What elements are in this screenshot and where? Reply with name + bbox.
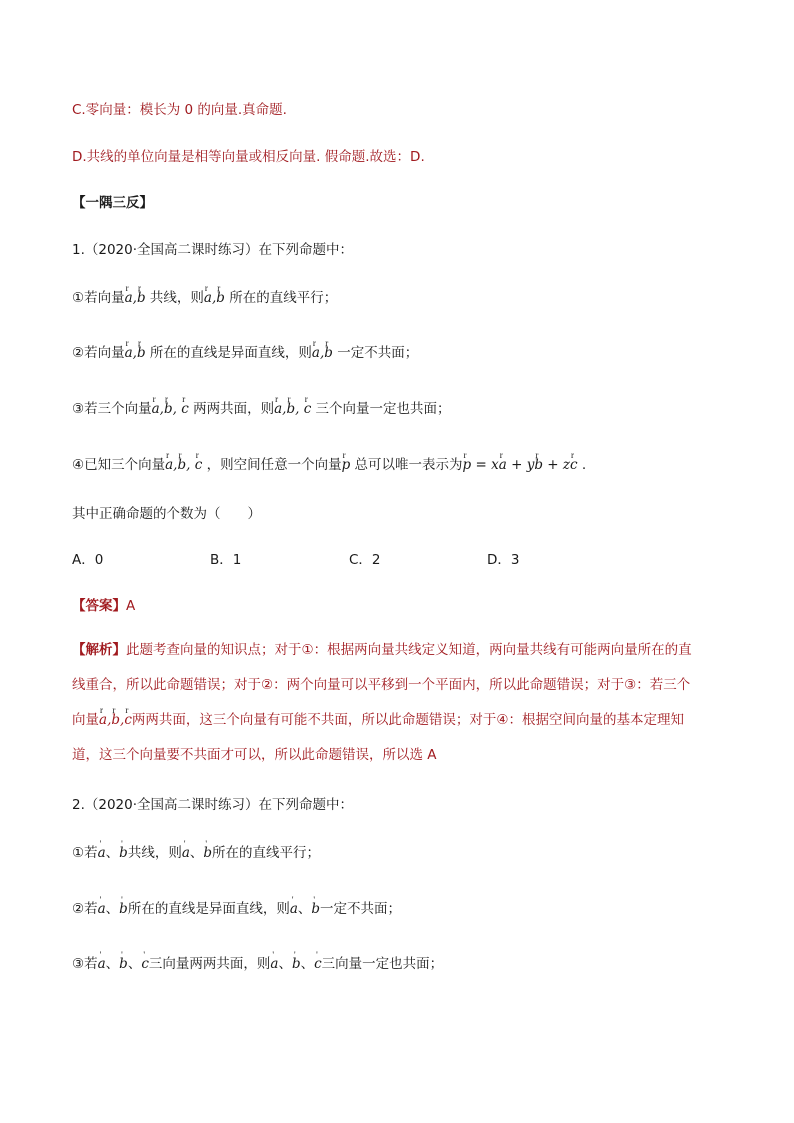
q1-s3-text-c: 三个向量一定也共面； <box>315 401 451 417</box>
q1-statement-4 <box>72 455 586 475</box>
separator: 、 <box>127 956 142 972</box>
comma: , <box>319 345 325 361</box>
separator: 、 <box>105 956 120 972</box>
vector-a: r a <box>312 343 320 363</box>
answer-value: A <box>126 598 136 614</box>
separator: 、 <box>300 956 315 972</box>
vector-a: ' a <box>290 899 298 919</box>
vector-b: r b <box>164 399 173 419</box>
q1-s3-text-a: ③若三个向量 <box>72 401 152 417</box>
q2-s3-text-b: 三向量两两共面，则 <box>148 956 271 972</box>
vector-c: r c <box>181 399 189 419</box>
vector-a: ' a <box>98 899 106 919</box>
vector-a: r a <box>165 455 173 475</box>
vector-a: r a <box>125 288 133 308</box>
q1-statement-3 <box>72 399 451 419</box>
vector-p: r p <box>463 455 472 475</box>
analysis-text-3a: 向量 <box>72 712 99 728</box>
vector-a: r a <box>204 288 212 308</box>
choice-c: C．2 <box>349 552 381 568</box>
coef-x: x <box>491 457 499 473</box>
analysis-text-3b: 两两共面，这三个向量有可能不共面，所以此命题错误；对于④：根据空间向量的基本定理知 <box>131 712 684 728</box>
vector-c: ' c <box>314 954 322 974</box>
vector-c: ' c <box>141 954 149 974</box>
vector-b: ' b <box>203 843 212 863</box>
vector-b: r b <box>177 455 186 475</box>
q1-s2-text-a: ②若向量 <box>72 345 125 361</box>
q2-s1-text-a: ①若 <box>72 845 98 861</box>
vector-b: r b <box>216 288 225 308</box>
q2-s2-text-c: 一定不共面； <box>320 901 402 917</box>
comma: , <box>159 401 164 417</box>
vector-c: r c <box>570 455 578 475</box>
analysis-line-3 <box>72 703 720 738</box>
vector-b: r b <box>137 343 146 363</box>
comma: , <box>282 401 287 417</box>
vector-a: ' a <box>182 843 190 863</box>
comma: , <box>132 290 137 306</box>
vector-c: r c <box>124 703 132 738</box>
comma: , <box>186 457 191 473</box>
q1-s2-text-c: 一定不共面； <box>337 345 419 361</box>
q1-s1-text-c: 所在的直线平行； <box>229 290 338 306</box>
plus: + <box>506 457 527 473</box>
q2-s2-text-a: ②若 <box>72 901 98 917</box>
q2-s3-text-c: 三向量一定也共面； <box>321 956 444 972</box>
answer-label: 【答案】 <box>72 598 126 614</box>
vector-b: r b <box>534 455 543 475</box>
separator: 、 <box>189 845 204 861</box>
vector-c: r c <box>195 455 203 475</box>
analysis-text-1: 此题考查向量的知识点；对于①：根据两向量共线定义知道，两向量共线有可能两向量所在的直 <box>126 642 692 658</box>
vector-c: r c <box>304 399 312 419</box>
q1-header: 1.（2020·全国高二课时练习）在下列命题中： <box>72 242 354 258</box>
analysis-label: 【解析】 <box>72 642 126 658</box>
coef-y: y <box>526 457 535 473</box>
equals: = <box>471 457 492 473</box>
comma: , <box>107 712 112 728</box>
separator: 、 <box>105 845 120 861</box>
q1-statement-1 <box>72 288 337 308</box>
vector-b: ' b <box>311 899 320 919</box>
q1-choices <box>72 550 519 570</box>
vector-a: r a <box>274 399 282 419</box>
q1-s4-text-c: 总可以唯一表示为 <box>354 457 463 473</box>
choice-a: A．0 <box>72 552 104 568</box>
vector-b: ' b <box>119 899 128 919</box>
comma: , <box>120 712 125 728</box>
answer-line <box>72 596 135 616</box>
comma: , <box>172 401 177 417</box>
q2-statement-1 <box>72 843 320 863</box>
vector-a: ' a <box>98 843 106 863</box>
vector-b: r b <box>111 703 120 738</box>
vector-b: r b <box>137 288 146 308</box>
choice-d: D．3 <box>487 552 520 568</box>
q1-s4-text-a: ④已知三个向量 <box>72 457 166 473</box>
period: . <box>577 457 587 473</box>
analysis-line-2: 线重合，所以此命题错误；对于②：两个向量可以平移到一个平面内，所以此命题错误；对于③：若三个 <box>72 677 691 693</box>
q2-s3-text-a: ③若 <box>72 956 98 972</box>
vector-p: r p <box>342 455 351 475</box>
analysis-line-1 <box>72 633 720 668</box>
separator: 、 <box>105 901 120 917</box>
coef-z: z <box>562 457 571 473</box>
analysis-paragraph <box>72 633 720 773</box>
q1-s3-text-b: 两两共面，则 <box>193 401 275 417</box>
q1-prompt: 其中正确命题的个数为（ ） <box>72 506 261 522</box>
q1-s4-text-b: ，则空间任意一个向量 <box>206 457 342 473</box>
analysis-line-4: 道，这三个向量要不共面才可以，所以此命题错误，所以选 A <box>72 747 437 763</box>
vector-a: ' a <box>98 954 106 974</box>
comma: , <box>132 345 137 361</box>
option-d-text: D.共线的单位向量是相等向量或相反向量. 假命题.故选：D. <box>72 149 425 165</box>
vector-b: ' b <box>119 954 128 974</box>
q1-s2-text-b: 所在的直线是异面直线，则 <box>149 345 312 361</box>
vector-a: r a <box>499 455 507 475</box>
comma: , <box>211 290 217 306</box>
vector-b: ' b <box>292 954 301 974</box>
vector-b: ' b <box>119 843 128 863</box>
q1-statement-2 <box>72 343 418 363</box>
q2-s1-text-c: 所在的直线平行； <box>212 845 321 861</box>
q2-statement-3 <box>72 954 443 974</box>
vector-a: r a <box>152 399 160 419</box>
q1-s1-text-b: 共线，则 <box>149 290 204 306</box>
separator: 、 <box>278 956 292 972</box>
plus: + <box>542 457 563 473</box>
vector-a: r a <box>99 703 107 738</box>
comma: , <box>295 401 300 417</box>
separator: 、 <box>297 901 312 917</box>
option-c-text: C.零向量：模长为 0 的向量.真命题. <box>72 102 287 118</box>
q2-statement-2 <box>72 899 401 919</box>
vector-a: r a <box>125 343 133 363</box>
section-title: 【一隅三反】 <box>72 195 153 211</box>
comma: , <box>173 457 178 473</box>
q2-s1-text-b: 共线，则 <box>127 845 182 861</box>
vector-a: ' a <box>270 954 278 974</box>
q2-s2-text-b: 所在的直线是异面直线，则 <box>127 901 290 917</box>
vector-b: r b <box>286 399 295 419</box>
choice-b: B．1 <box>210 552 242 568</box>
q2-header: 2.（2020·全国高二课时练习）在下列命题中： <box>72 797 354 813</box>
vector-b: r b <box>324 343 333 363</box>
q1-s1-text-a: ①若向量 <box>72 290 125 306</box>
